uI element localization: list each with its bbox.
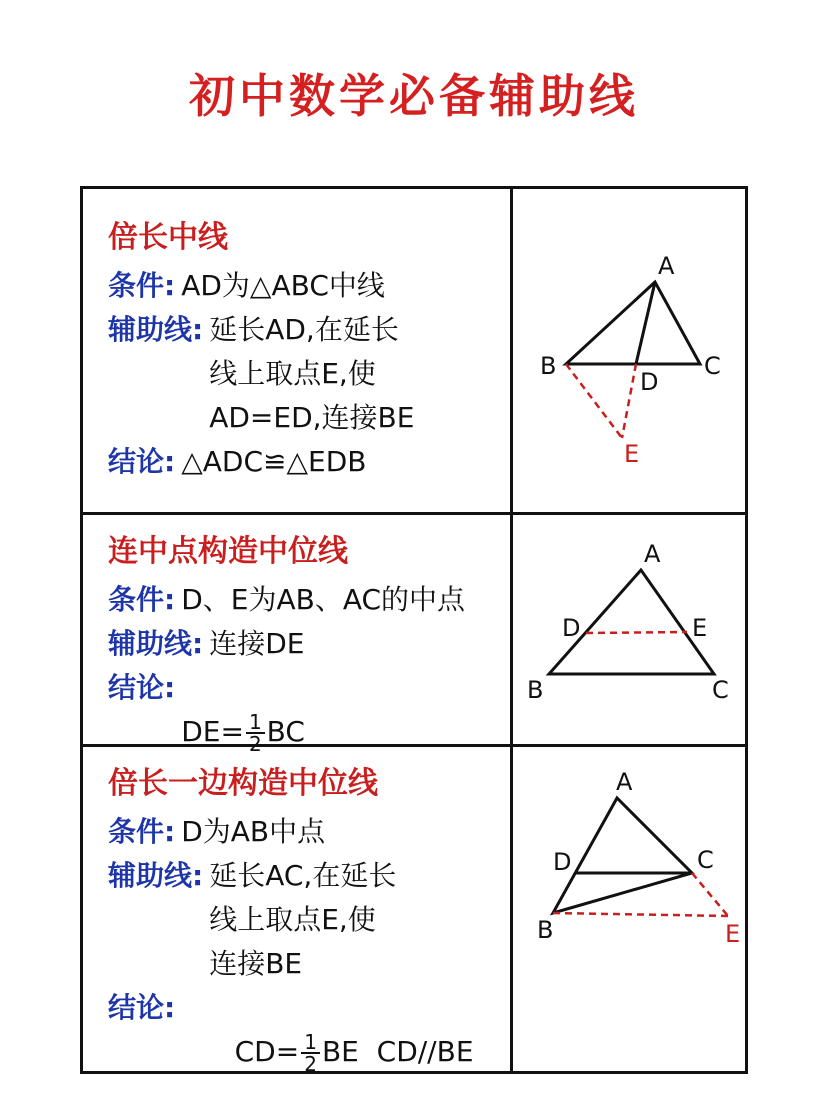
conclusion-lhs: CD= — [234, 1035, 300, 1068]
aux-text: 延长AD,在延长 线上取点E,使 AD=ED,连接BE — [209, 313, 415, 434]
point-c-label: C — [697, 846, 714, 874]
conclusion-label: 结论 — [108, 445, 165, 478]
colon: : — [164, 991, 176, 1024]
colon: : — [192, 627, 204, 660]
point-a-label: A — [658, 252, 675, 280]
aux-text: 延长AC,在延长 线上取点E,使 连接BE — [209, 859, 397, 980]
conclusion-rhs: BE CD//BE — [321, 1035, 474, 1068]
point-b-label: B — [537, 916, 554, 944]
conclusion-label: 结论 — [108, 991, 165, 1024]
condition-text: D、E为AB、AC的中点 — [181, 583, 466, 616]
point-a-label: A — [616, 768, 633, 796]
extension-ce — [692, 873, 728, 916]
point-c-label: C — [704, 352, 721, 380]
section-heading: 倍长中线 — [108, 220, 228, 255]
condition-text: D为AB中点 — [181, 815, 326, 848]
colon: : — [192, 859, 204, 892]
segment-be — [553, 913, 728, 916]
point-e-label: E — [624, 440, 640, 468]
conclusion-text: △ADC≌△EDB — [181, 445, 367, 478]
colon: : — [192, 313, 204, 346]
extension-de — [622, 364, 636, 438]
fraction-numerator: 1 — [301, 1032, 320, 1054]
conclusion-rhs: BC — [266, 715, 305, 748]
aux-text: 连接DE — [209, 627, 305, 660]
condition-text: AD为△ABC中线 — [181, 269, 385, 302]
fraction-numerator: 1 — [246, 712, 265, 734]
colon: : — [164, 269, 176, 302]
condition-label: 条件 — [108, 815, 165, 848]
point-a-label: A — [644, 540, 661, 568]
section-heading: 连中点构造中位线 — [108, 534, 348, 569]
aux-label: 辅助线 — [108, 627, 193, 660]
colon: : — [164, 445, 176, 478]
figure-median-doubling — [540, 252, 721, 468]
figure-midline — [527, 540, 729, 704]
figure-side-doubling — [537, 768, 740, 948]
aux-label: 辅助线 — [108, 313, 193, 346]
fraction-denominator: 2 — [304, 1052, 317, 1076]
colon: : — [164, 583, 176, 616]
section-heading: 倍长一边构造中位线 — [108, 766, 378, 801]
segment-be — [566, 364, 622, 438]
point-d-label: D — [640, 368, 659, 396]
conclusion-label: 结论 — [108, 671, 165, 704]
midline-de — [586, 632, 687, 633]
point-e-label: E — [692, 614, 708, 642]
aux-label: 辅助线 — [108, 859, 193, 892]
condition-label: 条件 — [108, 583, 165, 616]
point-b-label: B — [540, 352, 557, 380]
condition-label: 条件 — [108, 269, 165, 302]
triangle-abc — [553, 798, 692, 913]
median-ad — [636, 282, 655, 364]
conclusion-lhs: DE= — [181, 715, 244, 748]
point-e-label: E — [725, 920, 741, 948]
colon: : — [164, 671, 176, 704]
point-b-label: B — [527, 676, 544, 704]
page-title: 初中数学必备辅助线 — [189, 69, 639, 123]
point-d-label: D — [562, 614, 581, 642]
point-d-label: D — [553, 848, 572, 876]
triangle-abc — [566, 282, 700, 364]
colon: : — [164, 815, 176, 848]
fraction-denominator: 2 — [248, 732, 262, 756]
point-c-label: C — [712, 676, 729, 704]
